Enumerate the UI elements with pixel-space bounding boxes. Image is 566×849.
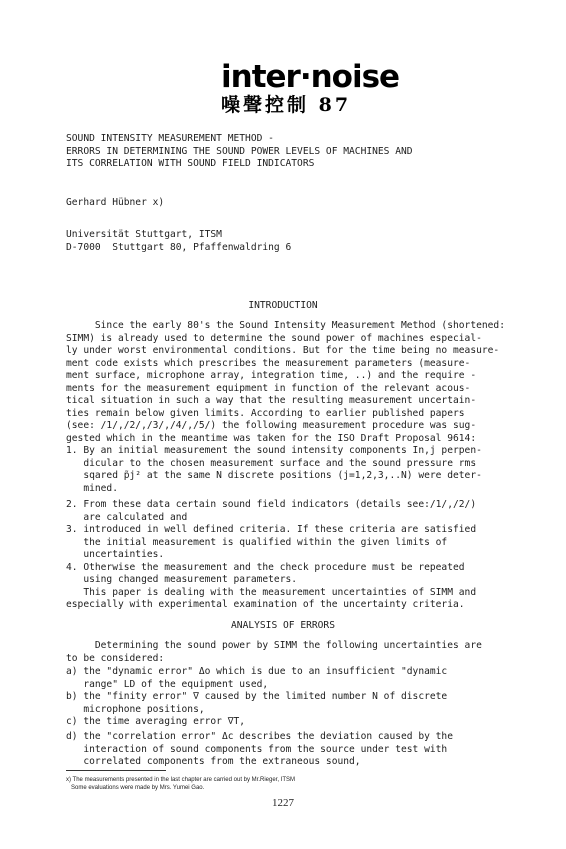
body-line: microphone positions,: [66, 703, 205, 715]
conference-logo: inter·noise: [221, 59, 400, 95]
page-number: 1227: [272, 797, 294, 809]
author: Gerhard Hübner x): [66, 197, 165, 208]
body-line: interaction of sound components from the source under test with: [66, 743, 448, 755]
body-line: ment code exists which prescribes the measurement parameters (measure-: [66, 357, 471, 369]
affiliation-line: Universität Stuttgart, ITSM: [66, 229, 222, 240]
title-line: SOUND INTENSITY MEASUREMENT METHOD -: [66, 133, 274, 144]
list-line: the initial measurement is qualified within the given limits of: [66, 536, 448, 548]
body-line: c) the time averaging error ∇T,: [66, 716, 246, 727]
list-line: 1. By an initial measurement the sound intensity components In,j perpen-: [66, 445, 482, 456]
list-line: 2. From these data certain sound field indicators (details see:/1/,/2/): [66, 499, 477, 510]
body-line: Since the early 80's the Sound Intensity Measurement Method (shortened:: [66, 320, 505, 331]
list-line: sqared p̃j² at the same N discrete positions (j=1,2,3,..N) were deter-: [66, 470, 482, 481]
body-line: b) the "finity error" ∇ caused by the limited number N of discrete: [66, 691, 448, 702]
list-line: are calculated and: [66, 511, 188, 523]
list-line: 4. Otherwise the measurement and the check procedure must be repeated: [66, 561, 465, 573]
body-line: Determining the sound power by SIMM the following uncertainties are: [66, 640, 482, 651]
body-line: ment surface, microphone array, integration time, ..) and the require -: [66, 370, 477, 381]
footnote-line: Some evaluations were made by Mrs. Yumei Gao.: [66, 785, 205, 791]
list-line: This paper is dealing with the measurement uncertainties of SIMM and: [66, 586, 477, 598]
body-line: a) the "dynamic error" Δo which is due to an insufficient "dynamic: [66, 666, 448, 677]
body-line: to be considered:: [66, 652, 165, 664]
body-line: correlated components from the extraneous sound,: [66, 756, 361, 767]
section-heading-analysis: ANALYSIS OF ERRORS: [231, 620, 335, 631]
list-line: using changed measurement parameters.: [66, 574, 298, 585]
body-line: ties remain below given limits. According to earlier published papers: [66, 407, 465, 419]
conference-logo-subtitle: 噪聲控制 87: [221, 94, 352, 116]
list-line: uncertainties.: [66, 549, 165, 560]
body-line: d) the "correlation error" Δc describes the deviation caused by the: [66, 731, 453, 742]
footnote-divider: [66, 770, 166, 771]
body-line: ments for the measurement equipment in function of the relevant acous-: [66, 382, 471, 394]
list-line: mined.: [66, 482, 118, 494]
body-line: (see: /1/,/2/,/3/,/4/,/5/) the following measurement procedure was sug-: [66, 420, 477, 431]
body-line: tical situation in such a way that the resulting measurement uncertain-: [66, 395, 477, 406]
section-heading-introduction: INTRODUCTION: [248, 300, 318, 311]
title-line: ERRORS IN DETERMINING THE SOUND POWER LEVELS OF MACHINES AND: [66, 145, 413, 157]
list-line: dicular to the chosen measurement surface and the sound pressure rms: [66, 457, 477, 469]
body-line: gested which in the meantime was taken for the ISO Draft Proposal 9614:: [66, 432, 477, 444]
footnote-line: x) The measurements presented in the last chapter are carried out by Mr.Rieger, ITSM: [66, 777, 295, 783]
body-line: SIMM) is already used to determine the sound power of machines especial-: [66, 332, 482, 344]
affiliation-line: D-7000 Stuttgart 80, Pfaffenwaldring 6: [66, 241, 292, 253]
title-line: ITS CORRELATION WITH SOUND FIELD INDICATORS: [66, 158, 315, 169]
list-line: 3. introduced in well defined criteria. If these criteria are satisfied: [66, 524, 477, 535]
body-line: range" LD of the equipment used,: [66, 678, 269, 690]
list-line: especially with experimental examination of the uncertainty criteria.: [66, 599, 465, 610]
body-line: ly under worst environmental conditions. But for the time being no measure-: [66, 345, 500, 356]
